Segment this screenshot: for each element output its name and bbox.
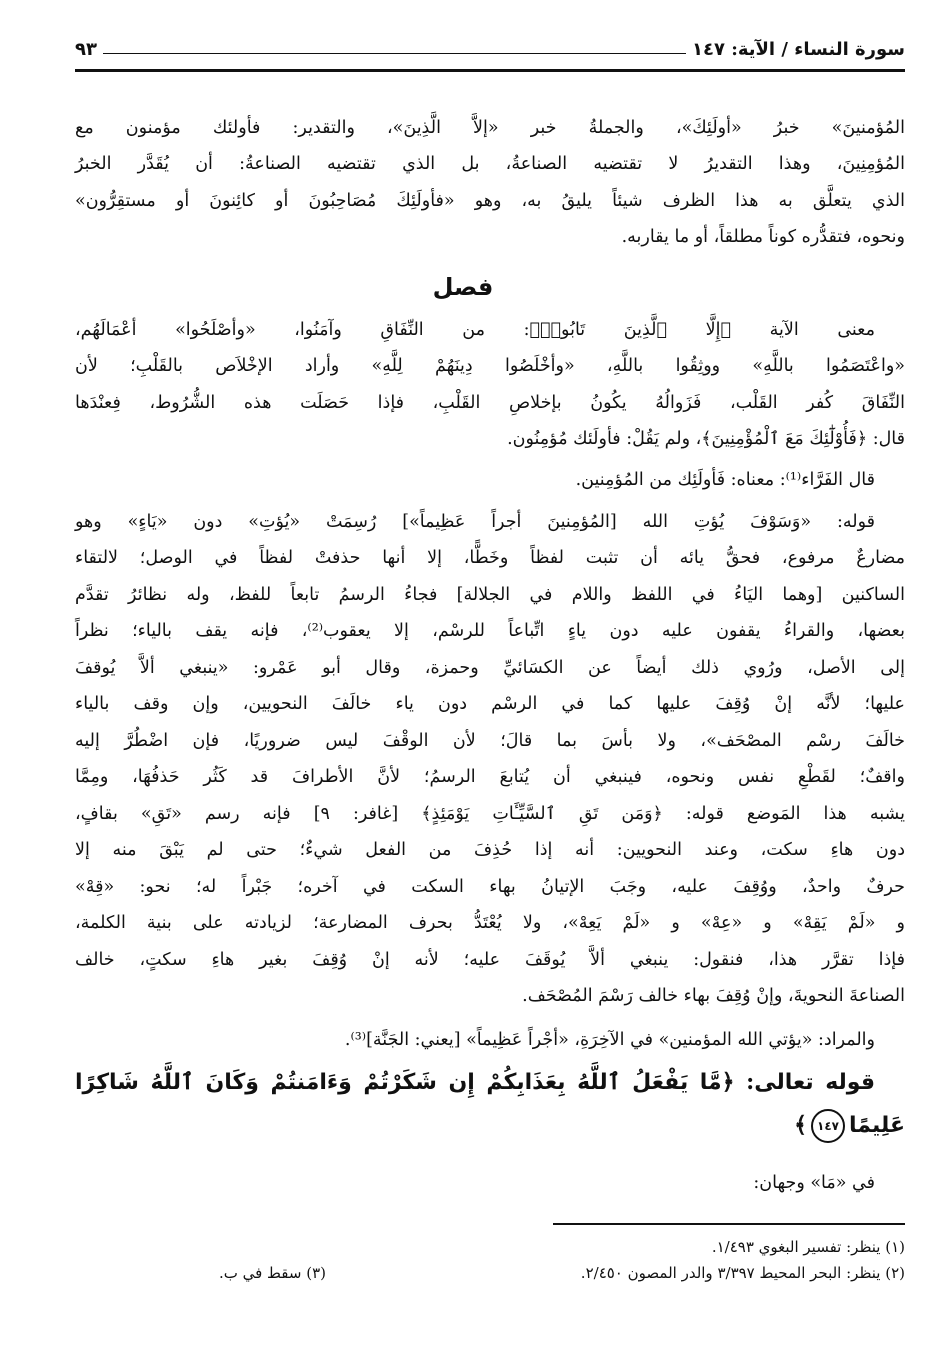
text-line: بعضها، والقراءُ يقفون عليه دون ياءٍ اتِّباعاً للرسْم، إلا يعقوب⁽²⁾، فإنه يقف بالياء؛ نظراً	[75, 621, 905, 641]
text-line: دون هاءِ سكت، وعند النحويين: أنه إذا حُذِفَ من الفعل شيءٌ؛ حتى لم يَبْقَ منه إلا	[75, 840, 905, 860]
text-line: مضارعٌ مرفوع، فحقُّ يائه أن تثبت لفظاً وخَطًّا، إلا أنها حذفتْ لفظاً في الوصل؛ لالتقاء	[75, 548, 905, 568]
quran-verse-line-end	[75, 1106, 905, 1144]
text-line: إلى الأصل، ورُوي ذلك أيضاً عن الكسَائيِّ وحمزة، وقال أبو عَمْرو: «ينبغي ألاَّ يُوقفَ	[75, 658, 905, 678]
text-line: الساكنين [وهما اليَاءُ في اللفظ واللام في الجلالة] فجاءُ الرسمُ تابعاً للفظ، وله نظائرُ تقدَّم	[75, 585, 905, 605]
section-heading: فصل	[432, 272, 494, 301]
text-line: في «مَا» وجهان:	[753, 1173, 875, 1193]
text-line: قوله: «وَسَوْفَ يُؤتِ الله [المُؤمِنينَ أجراً عَظِيماً»] رُسِمَتْ «يُؤتِ» دون «يَاءٍ» وهو	[75, 512, 875, 532]
text-line: خالَفَ رسْم المصْحَف»، ولا بأسَ بما قالَ؛ لأن الوقْفَ ليس ضروريًا، فإن اضْطُرَّ إليه	[75, 731, 905, 751]
ayah-number-marker: ١٤٧	[811, 1109, 845, 1143]
verse-word: عَلِيمًا	[849, 1112, 905, 1138]
text-line: فإذا تقرَّر هذا، فنقول: ينبغي ألاَّ يُوقَفَ عليه؛ لأنه إنْ وُقِفَ بغير هاءِ سكتٍ، خالف	[75, 950, 905, 970]
header-title: سورة النساء / الآية: ١٤٧	[691, 39, 905, 60]
footnote-rule	[553, 1223, 905, 1225]
header-rule	[75, 69, 905, 72]
text-line: معنى الآية ﴿إِلَّا ٱلَّذِينَ تَابُوا۟﴾: من النِّفَاقِ وآمَنُوا، «وأصْلَحُوا» أعْمَالَهُم،	[75, 320, 875, 340]
text-line: النِّفَاقَ كُفر القَلْب، فَزَوالُهُ يكُونُ بإخلاصِ القَلْبِ، فإذا حَصَلَت هذه الشُّرُوط، فِعنْدَها	[75, 393, 905, 413]
text-line: «واعْتَصَمُوا باللَّهِ» ووثِقُوا باللَّهِ، «وأخْلَصُوا دِينَهُمْ لِلَّهِ» وأراد الإخْلاَص بالقَلْبِ؛ لأن	[75, 356, 905, 376]
text-line: واقفٌ؛ لقَطْعِ نفس ونحوه، فينبغي أن يُتابعَ الرسمُ؛ لأنَّ الأطرافَ قد كَثُر حَذفُهَا، ومِمَّا	[75, 767, 905, 787]
text-line: المُؤمنينَ» خبرُ «أولَئِكَ»، والجملةُ خبر «إلاَّ الَّذِينَ»، والتقدير: فأولئك مؤمنون مع	[75, 118, 905, 138]
page-number: ٩٣	[75, 39, 97, 60]
text-line: ونحوه، فتقدُّره كوناً مطلقاً، أو ما يقاربه.	[621, 227, 905, 247]
verse-closing-bracket: ﴾	[794, 1112, 807, 1138]
text-line: عليها؛ لأنَّه إنْ وُقِفَ عليها كما في الرسْم دون ياء خالَفَ النحويين، وإن وقف بالياء	[75, 694, 905, 714]
footnote-1: (١) ينظر: تفسير البغوي ١/٤٩٣.	[711, 1238, 905, 1256]
quran-verse-line: قوله تعالى: ﴿مَّا يَفْعَلُ ٱللَّهُ بِعَذَابِكُمْ إِن شَكَرْتُمْ وَءَامَنتُمْ وَكَانَ ٱللَّهُ شَاكِرًا	[75, 1069, 875, 1095]
text-line: الصناعةَ النحويةَ، وإنْ وُقِفَ بهاء خالف رَسْمَ المُصْحَف.	[522, 986, 905, 1006]
text-line: المُؤمِنِينَ، وهذا التقديرُ لا تقتضيه الصناعةُ، بل الذي تقتضيه الصناعةُ: أن يُقَدَّر الخبرُ	[75, 154, 905, 174]
text-line: و «لَمْ يَقِهْ» و «عِهْ» و «لَمْ يَعِهْ»، ولا يُعْتَدُّ بحرف المضارعة؛ لزيادته على بنية الكلمة،	[75, 913, 905, 933]
header-line	[103, 53, 686, 54]
footnote-2: (٢) ينظر: البحر المحيط ٣/٣٩٧ والدر المصون ٢/٤٥٠.	[580, 1264, 905, 1282]
running-header	[75, 30, 905, 60]
footnote-3: (٣) سقط في ب.	[218, 1264, 326, 1282]
text-line: يشبه هذا المَوضع قوله: ﴿وَمَن تَقِ ٱلسَّيِّـَٔاتِ يَوْمَئِذٍ﴾ [غافر: ٩] فإنه رسم «تَقِ» بقافٍ،	[75, 804, 905, 824]
text-line: حرفٌ واحدٌ، ووُقِفَ عليه، وجَبَ الإتيانُ بهاء السكت في آخره؛ جَبْراً له؛ نحو: «قِهْ»	[75, 877, 905, 897]
text-line: والمراد: «يؤتي الله المؤمنين» في الآخِرَةِ، «أجْراً عَظِيماً» [يعني: الجَنَّة]⁽³⁾.	[344, 1030, 875, 1050]
text-line: الذي يتعلَّق به هذا الظرف شيئاً يليقُ به، وهو «فأولَئِكَ مُصَاحِبُونَ أو كائِنونَ أو مستقِرُّون»	[75, 191, 905, 211]
text-line: قال الفَرَّاء⁽¹⁾: معناه: فَأولَئِك من المُؤمِنين.	[575, 470, 875, 490]
text-line: قال: ﴿فَأُوْلَٰٓئِكَ مَعَ ٱلْمُؤْمِنِينَ﴾، ولم يَقُلْ: فأولَئك مُؤمِنُون.	[507, 429, 905, 449]
